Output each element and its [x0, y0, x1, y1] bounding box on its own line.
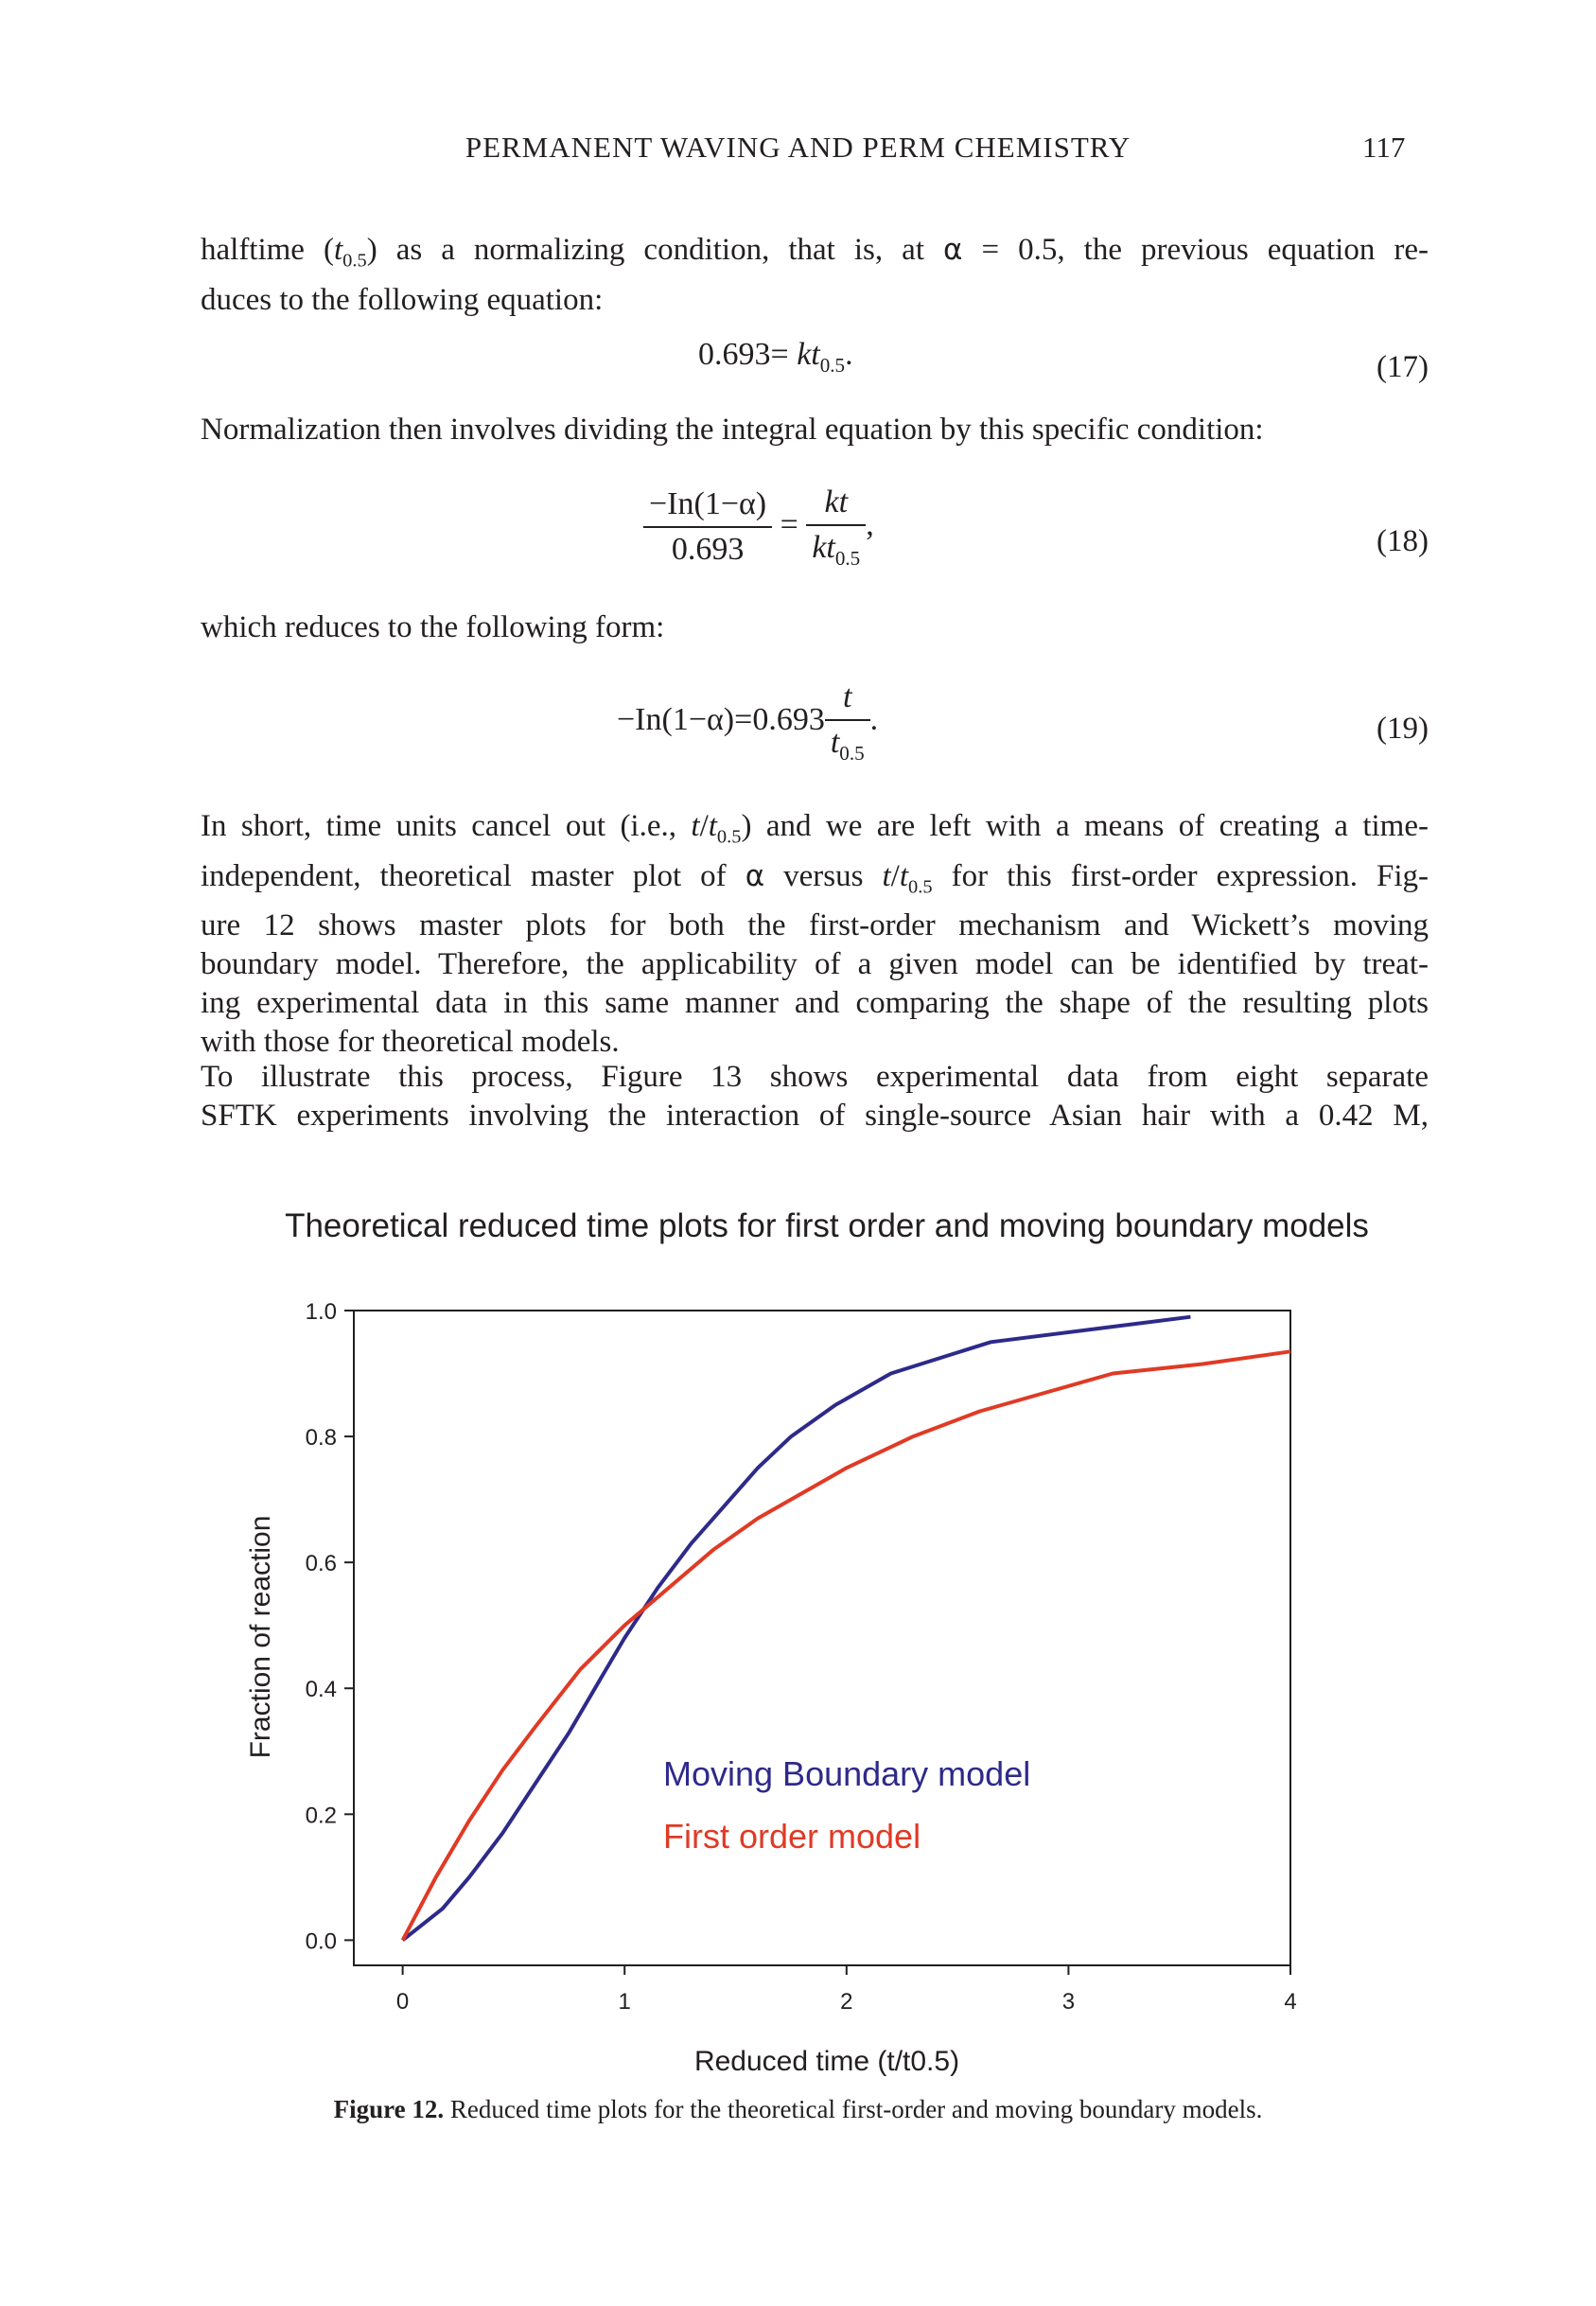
x-tick-label: 3	[1061, 1989, 1076, 2015]
paragraph-illustrate: To illustrate this process, Figure 13 shows experimental data from eight separate SFTK experiments involving the interaction of single-source Asian hair with a 0.42 M,	[201, 1060, 1429, 1133]
equation-19-number: (19)	[1377, 712, 1429, 746]
chart-title: Theoretical reduced time plots for first order and moving boundary models	[285, 1207, 1369, 1244]
equation-17-number: (17)	[1377, 350, 1429, 384]
running-header: PERMANENT WAVING AND PERM CHEMISTRY	[465, 131, 1131, 164]
legend-moving-boundary: Moving Boundary model	[663, 1754, 1031, 1793]
paragraph-halftime: halftime $(t_{0.5})$ as a normalizing condition, that is, at α = 0.5, the previous equation re- duces to the following equation:	[201, 233, 1429, 317]
paragraph-in-short: In short, time units cancel out (i.e., $t/t_{0.5}$) and we are left with a means of creating a time- independent, theoretical master plot of α versus $t/t_{0.5}$ for this first-order expression. Fig- ure 12 shows master plots for both the first-order mechanism and Wickett’s moving boundary model. Therefore, the applicability of a given model can be identified by treat- ing experimental data in this same manner and comparing the shape of the resulting plots with those for theoretical models.	[201, 809, 1429, 1060]
plot-frame	[354, 1311, 1290, 1965]
y-axis-ticks	[306, 1299, 354, 1954]
y-axis-label: Fraction of reaction	[245, 1515, 276, 1759]
x-tick-label: 4	[1284, 1989, 1297, 2015]
y-tick-label: 0.4	[305, 1677, 337, 1703]
equation-18: $\frac{-In(1-\alpha)}{0.693}$ = $\frac{kt}{kt_{0.5}}$ ,	[643, 484, 874, 571]
figure-caption: Figure 12. Reduced time plots for the theoretical first-order and moving boundary models.	[333, 2095, 1263, 2123]
page-number: 117	[1362, 131, 1406, 164]
equation-18-number: (18)	[1377, 524, 1429, 558]
y-tick-label: 0.2	[305, 1803, 337, 1829]
y-tick-label: 0.8	[305, 1425, 337, 1452]
y-tick-label: 1.0	[305, 1299, 337, 1325]
paragraph-normalization: Normalization then involves dividing the integral equation by this specific condition:	[201, 413, 1264, 447]
y-tick-label: 0.6	[305, 1551, 337, 1577]
x-axis-label: Reduced time (t/t0.5)	[693, 2046, 960, 2077]
paragraph-reduces: which reduces to the following form:	[201, 610, 665, 644]
x-tick-label: 1	[618, 1989, 631, 2015]
y-tick-label: 0.0	[305, 1928, 337, 1955]
x-axis-ticks	[396, 1965, 1297, 2015]
legend-first-order: First order model	[663, 1817, 921, 1856]
equation-19: −In(1−α)=0.693 $\frac{t}{t_{0.5}}$ .	[617, 679, 879, 765]
x-tick-label: 0	[395, 1989, 410, 2015]
x-tick-label: 2	[840, 1989, 853, 2015]
equation-17: $0.693= kt_{0.5}$.	[698, 337, 853, 377]
